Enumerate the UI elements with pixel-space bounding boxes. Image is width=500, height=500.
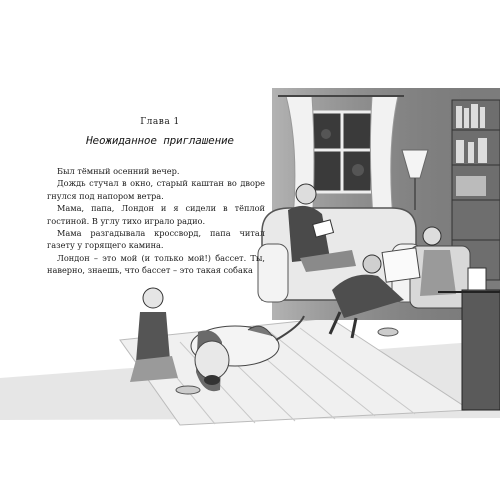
paragraph: Дождь стучал в окно, старый каштан во дворе гнулся под напором ветра.: [47, 178, 265, 201]
chapter-label: Глава 1: [140, 117, 180, 127]
mother-head: [296, 184, 316, 204]
newspaper: [382, 248, 420, 282]
paragraph: Мама разгадывала кроссворд, папа читал газету у горящего камина.: [47, 228, 265, 251]
dog-head: [195, 341, 229, 379]
slipper: [176, 386, 200, 394]
paragraph: Лондон – это мой (и только мой!) бассет. Ты, наверно, знаешь, что бассет – это такая собака: [47, 252, 265, 276]
girl-body: [136, 312, 170, 362]
girl-head: [143, 288, 163, 308]
fireplace: [462, 290, 500, 410]
paragraph: Мама, папа, Лондон и я сидели в тёплой гостиной. В углу тихо играло радио.: [47, 203, 265, 226]
books: [456, 104, 487, 196]
girl-legs: [130, 356, 178, 382]
father-head: [423, 227, 441, 245]
slipper: [378, 328, 398, 336]
paragraph: Был тёмный осенний вечер.: [57, 166, 180, 176]
story-text: [47, 165, 265, 277]
chapter-title: Неожиданное приглашение: [86, 134, 234, 147]
boy-head: [363, 255, 381, 273]
father-body: [420, 250, 456, 296]
dog-nose: [204, 375, 220, 385]
photo-frame: [468, 268, 486, 290]
